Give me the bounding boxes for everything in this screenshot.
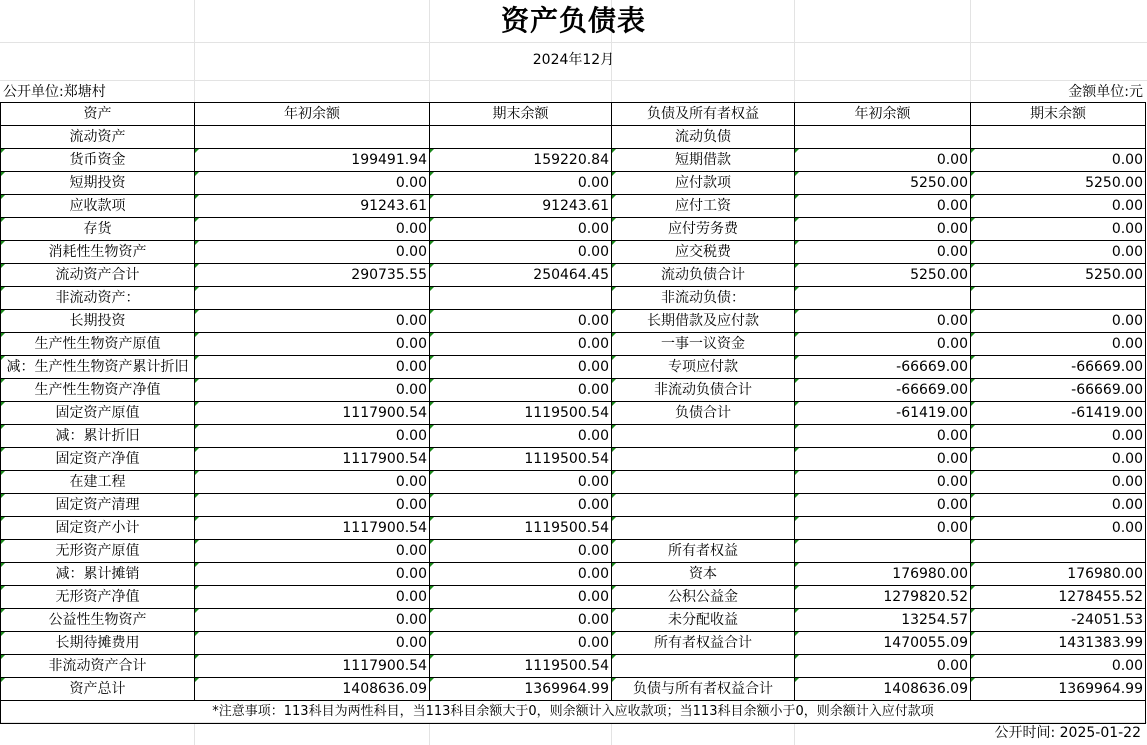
asset-end-cell[interactable]: 0.00 (430, 609, 612, 632)
liability-end-cell[interactable]: 1369964.99 (971, 678, 1146, 701)
liability-end-cell[interactable]: 1431383.99 (971, 632, 1146, 655)
asset-begin-cell[interactable]: 0.00 (195, 563, 430, 586)
table-row (1, 195, 1146, 218)
asset-begin-cell[interactable]: 1117900.54 (195, 402, 430, 425)
asset-begin-cell[interactable]: 0.00 (195, 379, 430, 402)
asset-end-cell[interactable] (430, 287, 612, 310)
liability-name-cell[interactable]: 所有者权益合计 (612, 632, 795, 655)
liability-end-cell[interactable]: -24051.53 (971, 609, 1146, 632)
liability-name-cell[interactable]: 流动负债 (612, 126, 795, 149)
liability-name-cell[interactable]: 应付款项 (612, 172, 795, 195)
asset-end-cell[interactable]: 1369964.99 (430, 678, 612, 701)
table-row (1, 471, 1146, 494)
asset-name-cell[interactable]: 在建工程 (1, 471, 195, 494)
asset-begin-cell[interactable]: 0.00 (195, 586, 430, 609)
liability-name-cell[interactable]: 公积公益金 (612, 586, 795, 609)
liability-name-cell[interactable]: 专项应付款 (612, 356, 795, 379)
asset-end-cell[interactable]: 0.00 (430, 540, 612, 563)
table-row (1, 126, 1146, 149)
liability-begin-cell[interactable]: -66669.00 (795, 356, 971, 379)
liability-end-cell[interactable]: 0.00 (971, 149, 1146, 172)
asset-end-cell[interactable]: 0.00 (430, 310, 612, 333)
liability-name-cell[interactable]: 长期借款及应付款 (612, 310, 795, 333)
asset-name-cell[interactable]: 固定资产小计 (1, 517, 195, 540)
liability-begin-cell[interactable]: 0.00 (795, 149, 971, 172)
asset-name-cell[interactable]: 短期投资 (1, 172, 195, 195)
asset-end-cell[interactable]: 0.00 (430, 356, 612, 379)
header-liabilities-end[interactable]: 期末余额 (971, 103, 1146, 126)
asset-begin-cell[interactable]: 0.00 (195, 356, 430, 379)
liability-name-cell[interactable] (612, 494, 795, 517)
asset-name-cell[interactable]: 公益性生物资产 (1, 609, 195, 632)
header-assets-end[interactable]: 期末余额 (430, 103, 612, 126)
liability-name-cell[interactable] (612, 425, 795, 448)
asset-begin-cell[interactable]: 0.00 (195, 310, 430, 333)
liability-end-cell[interactable]: 0.00 (971, 218, 1146, 241)
asset-name-cell[interactable]: 长期投资 (1, 310, 195, 333)
liability-end-cell[interactable]: 0.00 (971, 425, 1146, 448)
asset-name-cell[interactable]: 货币资金 (1, 149, 195, 172)
liability-end-cell[interactable]: 0.00 (971, 310, 1146, 333)
liability-name-cell[interactable]: 应付劳务费 (612, 218, 795, 241)
liability-name-cell[interactable]: 所有者权益 (612, 540, 795, 563)
table-row (1, 425, 1146, 448)
asset-end-cell[interactable]: 0.00 (430, 333, 612, 356)
asset-begin-cell[interactable]: 1117900.54 (195, 655, 430, 678)
asset-begin-cell[interactable]: 0.00 (195, 333, 430, 356)
table-row (1, 609, 1146, 632)
asset-name-cell[interactable]: 减：累计折旧 (1, 425, 195, 448)
liability-begin-cell[interactable]: 5250.00 (795, 264, 971, 287)
asset-end-cell[interactable]: 0.00 (430, 379, 612, 402)
liability-end-cell[interactable]: 0.00 (971, 333, 1146, 356)
asset-end-cell[interactable]: 250464.45 (430, 264, 612, 287)
asset-end-cell[interactable]: 0.00 (430, 494, 612, 517)
liability-name-cell[interactable]: 负债与所有者权益合计 (612, 678, 795, 701)
liability-begin-cell[interactable]: 1408636.09 (795, 678, 971, 701)
asset-begin-cell[interactable]: 290735.55 (195, 264, 430, 287)
liability-name-cell[interactable]: 应付工资 (612, 195, 795, 218)
asset-begin-cell[interactable]: 0.00 (195, 494, 430, 517)
liability-name-cell[interactable]: 应交税费 (612, 241, 795, 264)
asset-begin-cell[interactable] (195, 287, 430, 310)
liability-name-cell[interactable]: 短期借款 (612, 149, 795, 172)
liability-begin-cell[interactable] (795, 287, 971, 310)
liability-name-cell[interactable] (612, 471, 795, 494)
table-row (1, 287, 1146, 310)
liability-begin-cell[interactable] (795, 540, 971, 563)
note-text[interactable]: *注意事项：113科目为两性科目，当113科目余额大于0，则余额计入应收款项；当113科目余额小于0，则余额计入应付款项 (1, 701, 1146, 724)
asset-name-cell[interactable]: 生产性生物资产净值 (1, 379, 195, 402)
liability-end-cell[interactable]: 0.00 (971, 241, 1146, 264)
liability-begin-cell[interactable]: 0.00 (795, 448, 971, 471)
liability-name-cell[interactable]: 流动负债合计 (612, 264, 795, 287)
asset-name-cell[interactable]: 生产性生物资产原值 (1, 333, 195, 356)
asset-begin-cell[interactable]: 0.00 (195, 425, 430, 448)
asset-begin-cell[interactable]: 0.00 (195, 540, 430, 563)
table-row (1, 149, 1146, 172)
liability-begin-cell[interactable]: 5250.00 (795, 172, 971, 195)
liability-begin-cell[interactable]: 0.00 (795, 471, 971, 494)
table-row (1, 517, 1146, 540)
report-title: 资产负债表 (500, 4, 646, 37)
asset-end-cell[interactable]: 159220.84 (430, 149, 612, 172)
asset-begin-cell[interactable]: 199491.94 (195, 149, 430, 172)
asset-name-cell[interactable]: 流动资产合计 (1, 264, 195, 287)
liability-end-cell[interactable] (971, 540, 1146, 563)
asset-end-cell[interactable]: 1119500.54 (430, 402, 612, 425)
liability-begin-cell[interactable]: 0.00 (795, 241, 971, 264)
liability-begin-cell[interactable]: 0.00 (795, 333, 971, 356)
liability-name-cell[interactable]: 非流动负债： (612, 287, 795, 310)
asset-name-cell[interactable]: 资产总计 (1, 678, 195, 701)
table-row (1, 494, 1146, 517)
liability-name-cell[interactable] (612, 448, 795, 471)
table-row (1, 563, 1146, 586)
asset-end-cell[interactable]: 0.00 (430, 218, 612, 241)
asset-begin-cell[interactable]: 0.00 (195, 471, 430, 494)
asset-name-cell[interactable]: 非流动资产： (1, 287, 195, 310)
liability-end-cell[interactable]: 0.00 (971, 195, 1146, 218)
table-row (1, 678, 1146, 701)
publishing-unit: 公开单位:郑塘村 (3, 84, 106, 100)
asset-begin-cell[interactable]: 1117900.54 (195, 448, 430, 471)
liability-begin-cell[interactable]: 0.00 (795, 517, 971, 540)
asset-name-cell[interactable]: 无形资产原值 (1, 540, 195, 563)
publish-date: 公开时间: 2025-01-22 (994, 725, 1141, 741)
asset-name-cell[interactable]: 消耗性生物资产 (1, 241, 195, 264)
asset-begin-cell[interactable]: 0.00 (195, 241, 430, 264)
liability-name-cell[interactable]: 非流动负债合计 (612, 379, 795, 402)
liability-end-cell[interactable]: -66669.00 (971, 356, 1146, 379)
asset-end-cell[interactable]: 0.00 (430, 425, 612, 448)
liability-begin-cell[interactable]: 0.00 (795, 425, 971, 448)
liability-end-cell[interactable]: 0.00 (971, 517, 1146, 540)
liability-end-cell[interactable] (971, 126, 1146, 149)
asset-end-cell[interactable]: 1119500.54 (430, 517, 612, 540)
table-header-row (1, 103, 1146, 126)
asset-name-cell[interactable]: 无形资产净值 (1, 586, 195, 609)
liability-begin-cell[interactable] (795, 126, 971, 149)
liability-begin-cell[interactable]: 0.00 (795, 195, 971, 218)
liability-end-cell[interactable] (971, 287, 1146, 310)
table-row (1, 379, 1146, 402)
liability-end-cell[interactable]: -61419.00 (971, 402, 1146, 425)
table-row (1, 172, 1146, 195)
asset-name-cell[interactable]: 固定资产原值 (1, 402, 195, 425)
table-row (1, 402, 1146, 425)
table-row (1, 264, 1146, 287)
asset-name-cell[interactable]: 流动资产 (1, 126, 195, 149)
table-row (1, 333, 1146, 356)
asset-begin-cell[interactable]: 1117900.54 (195, 517, 430, 540)
asset-begin-cell[interactable]: 0.00 (195, 632, 430, 655)
header-assets[interactable]: 资产 (1, 103, 195, 126)
liability-end-cell[interactable]: 1278455.52 (971, 586, 1146, 609)
header-assets-begin[interactable]: 年初余额 (195, 103, 430, 126)
liability-end-cell[interactable]: 0.00 (971, 448, 1146, 471)
header-liabilities[interactable]: 负债及所有者权益 (612, 103, 795, 126)
currency-unit: 金额单位:元 (1068, 84, 1143, 100)
table-row (1, 655, 1146, 678)
liability-name-cell[interactable] (612, 517, 795, 540)
table-row (1, 632, 1146, 655)
asset-begin-cell[interactable]: 0.00 (195, 218, 430, 241)
asset-name-cell[interactable]: 固定资产净值 (1, 448, 195, 471)
asset-begin-cell[interactable] (195, 126, 430, 149)
liability-begin-cell[interactable]: 0.00 (795, 494, 971, 517)
note-row (1, 701, 1146, 724)
liability-end-cell[interactable]: 0.00 (971, 655, 1146, 678)
table-row (1, 448, 1146, 471)
asset-end-cell[interactable]: 0.00 (430, 172, 612, 195)
table-row (1, 540, 1146, 563)
liability-end-cell[interactable]: 5250.00 (971, 172, 1146, 195)
report-period: 2024年12月 (532, 52, 615, 68)
liability-end-cell[interactable]: -66669.00 (971, 379, 1146, 402)
asset-name-cell[interactable]: 减：累计摊销 (1, 563, 195, 586)
liability-end-cell[interactable]: 5250.00 (971, 264, 1146, 287)
asset-name-cell[interactable]: 长期待摊费用 (1, 632, 195, 655)
asset-name-cell[interactable]: 减：生产性生物资产累计折旧 (1, 356, 195, 379)
asset-end-cell[interactable]: 0.00 (430, 241, 612, 264)
liability-begin-cell[interactable]: 1279820.52 (795, 586, 971, 609)
table-row (1, 310, 1146, 333)
liability-begin-cell[interactable]: 0.00 (795, 310, 971, 333)
asset-end-cell[interactable]: 0.00 (430, 563, 612, 586)
table-row (1, 586, 1146, 609)
balance-sheet-table (0, 102, 1146, 724)
liability-name-cell[interactable]: 一事一议资金 (612, 333, 795, 356)
asset-end-cell[interactable]: 1119500.54 (430, 655, 612, 678)
liability-begin-cell[interactable]: 1470055.09 (795, 632, 971, 655)
liability-begin-cell[interactable]: 176980.00 (795, 563, 971, 586)
liability-end-cell[interactable]: 0.00 (971, 494, 1146, 517)
header-liabilities-begin[interactable]: 年初余额 (795, 103, 971, 126)
liability-name-cell[interactable]: 未分配收益 (612, 609, 795, 632)
liability-name-cell[interactable]: 负债合计 (612, 402, 795, 425)
asset-begin-cell[interactable]: 1408636.09 (195, 678, 430, 701)
table-row (1, 218, 1146, 241)
liability-name-cell[interactable]: 资本 (612, 563, 795, 586)
asset-begin-cell[interactable]: 0.00 (195, 172, 430, 195)
asset-end-cell[interactable] (430, 126, 612, 149)
asset-end-cell[interactable]: 91243.61 (430, 195, 612, 218)
asset-end-cell[interactable]: 1119500.54 (430, 448, 612, 471)
liability-end-cell[interactable]: 176980.00 (971, 563, 1146, 586)
liability-end-cell[interactable]: 0.00 (971, 471, 1146, 494)
asset-end-cell[interactable]: 0.00 (430, 632, 612, 655)
asset-name-cell[interactable]: 非流动资产合计 (1, 655, 195, 678)
asset-begin-cell[interactable]: 91243.61 (195, 195, 430, 218)
asset-end-cell[interactable]: 0.00 (430, 471, 612, 494)
asset-name-cell[interactable]: 应收款项 (1, 195, 195, 218)
liability-begin-cell[interactable]: -61419.00 (795, 402, 971, 425)
asset-name-cell[interactable]: 存货 (1, 218, 195, 241)
asset-name-cell[interactable]: 固定资产清理 (1, 494, 195, 517)
liability-begin-cell[interactable]: 0.00 (795, 655, 971, 678)
asset-begin-cell[interactable]: 0.00 (195, 609, 430, 632)
liability-name-cell[interactable] (612, 655, 795, 678)
liability-begin-cell[interactable]: -66669.00 (795, 379, 971, 402)
table-row (1, 241, 1146, 264)
asset-end-cell[interactable]: 0.00 (430, 586, 612, 609)
liability-begin-cell[interactable]: 0.00 (795, 218, 971, 241)
liability-begin-cell[interactable]: 13254.57 (795, 609, 971, 632)
table-row (1, 356, 1146, 379)
